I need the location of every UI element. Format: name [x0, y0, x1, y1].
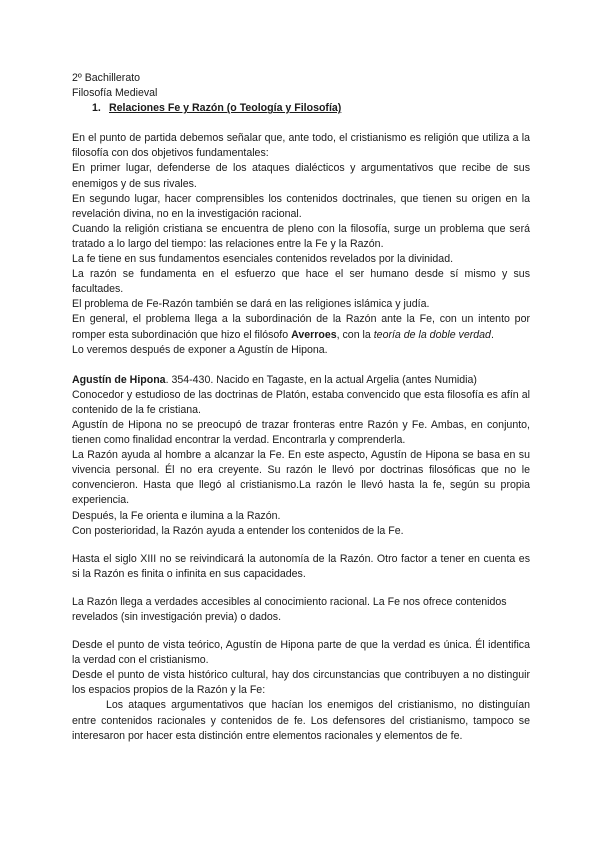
viewpoint-paragraph-1: Desde el punto de vista teórico, Agustín de Hipona parte de que la verdad es única. Él identifica la verdad con el cristianismo. — [72, 639, 530, 667]
agustin-name: Agustín de Hipona — [72, 373, 166, 386]
agustin-paragraph-3: La Razón ayuda al hombre a alcanzar la Fe. En este aspecto, Agustín de Hipona se basa en su vivencia personal. Él no era creyente. Su razón le llevó por doctrinas filosóficas que no le convencieron. Hasta que llegó al cristianismo.La razón le llevó hasta la fe, según su propia experiencia. — [72, 449, 530, 507]
intro-paragraph-7: El problema de Fe-Razón también se dará en las religiones islámica y judía. — [72, 298, 430, 311]
intro-paragraph-5: La fe tiene en sus fundamentos esenciales contenidos revelados por la divinidad. — [72, 253, 454, 266]
intro-paragraph-6: La razón se fundamenta en el esfuerzo que hace el ser humano desde sí mismo y sus facultades. — [72, 268, 530, 296]
section-title: Relaciones Fe y Razón (o Teología y Filosofía) — [109, 102, 342, 115]
agustin-intro: Agustín de Hipona. 354-430. Nacido en Tagaste, en la actual Argelia (antes Numidia) — [72, 373, 477, 386]
intro-paragraph-4: Cuando la religión cristiana se encuentra de pleno con la filosofía, surge un problema que será tratado a lo largo del tiempo: las relaciones entre la Fe y la Razón. — [72, 222, 530, 250]
intro-paragraph-3: En segundo lugar, hacer comprensibles los contenidos doctrinales, que tienen su origen en la revelación divina, no en la investigación racional. — [72, 192, 530, 220]
agustin-paragraph-1: Conocedor y estudioso de las doctrinas de Platón, estaba convencido que esta filosofía es afín al contenido de la fe cristiana. — [72, 388, 530, 416]
truths-paragraph: La Razón llega a verdades accesibles al conocimiento racional. La Fe nos ofrece contenidos revelados (sin investigación previa) o dados. — [72, 595, 507, 623]
intro-paragraph-2: En primer lugar, defenderse de los ataques dialécticos y argumentativos que recibe de sus enemigos y de sus rivales. — [72, 162, 530, 190]
intro-paragraph-9: Lo veremos después de exponer a Agustín de Hipona. — [72, 343, 328, 356]
intro-paragraph-8: En general, el problema llega a la subordinación de la Razón ante la Fe, con un intento por romper esta subordinación que hizo el filósofo Averroes, con la teoría de la doble verdad. — [72, 313, 530, 341]
double-truth-theory: teoría de la doble verdad — [373, 328, 491, 341]
averroes-name: Averroes — [291, 328, 337, 341]
agustin-paragraph-2: Agustín de Hipona no se preocupó de trazar fronteras entre Razón y Fe. Ambas, en conjunto, tienen como finalidad encontrar la verdad. Encontrarla y comprenderla. — [72, 418, 530, 447]
course-label: 2º Bachillerato — [72, 72, 141, 84]
viewpoint-paragraph-2: Desde el punto de vista histórico cultural, hay dos circunstancias que contribuyen a no distinguir los espacios propios de la Razón y la Fe: — [72, 669, 530, 697]
agustin-paragraph-5: Con posterioridad, la Razón ayuda a entender los contenidos de la Fe. — [72, 524, 404, 537]
viewpoint-paragraph-3: Los ataques argumentativos que hacían los enemigos del cristianismo, no distinguían entre contenidos racionales y contenidos de fe. Los defensores del cristianismo, tampoco se interesaron por hacer esta distinción entre elementos racionales y elementos de fe. — [72, 699, 530, 742]
intro-paragraph-1: En el punto de partida debemos señalar que, ante todo, el cristianismo es religión que utiliza a la filosofía con dos objetivos fundamentales: — [72, 132, 530, 160]
subject-label: Filosofía Medieval — [72, 87, 158, 100]
agustin-paragraph-4: Después, la Fe orienta e ilumina a la Razón. — [72, 509, 281, 522]
section-number: 1. — [92, 102, 101, 115]
autonomy-paragraph: Hasta el siglo XIII no se reivindicará la autonomía de la Razón. Otro factor a tener en cuenta es si la Razón es finita o infinita en sus capacidades. — [72, 552, 530, 580]
section-heading — [72, 101, 530, 116]
